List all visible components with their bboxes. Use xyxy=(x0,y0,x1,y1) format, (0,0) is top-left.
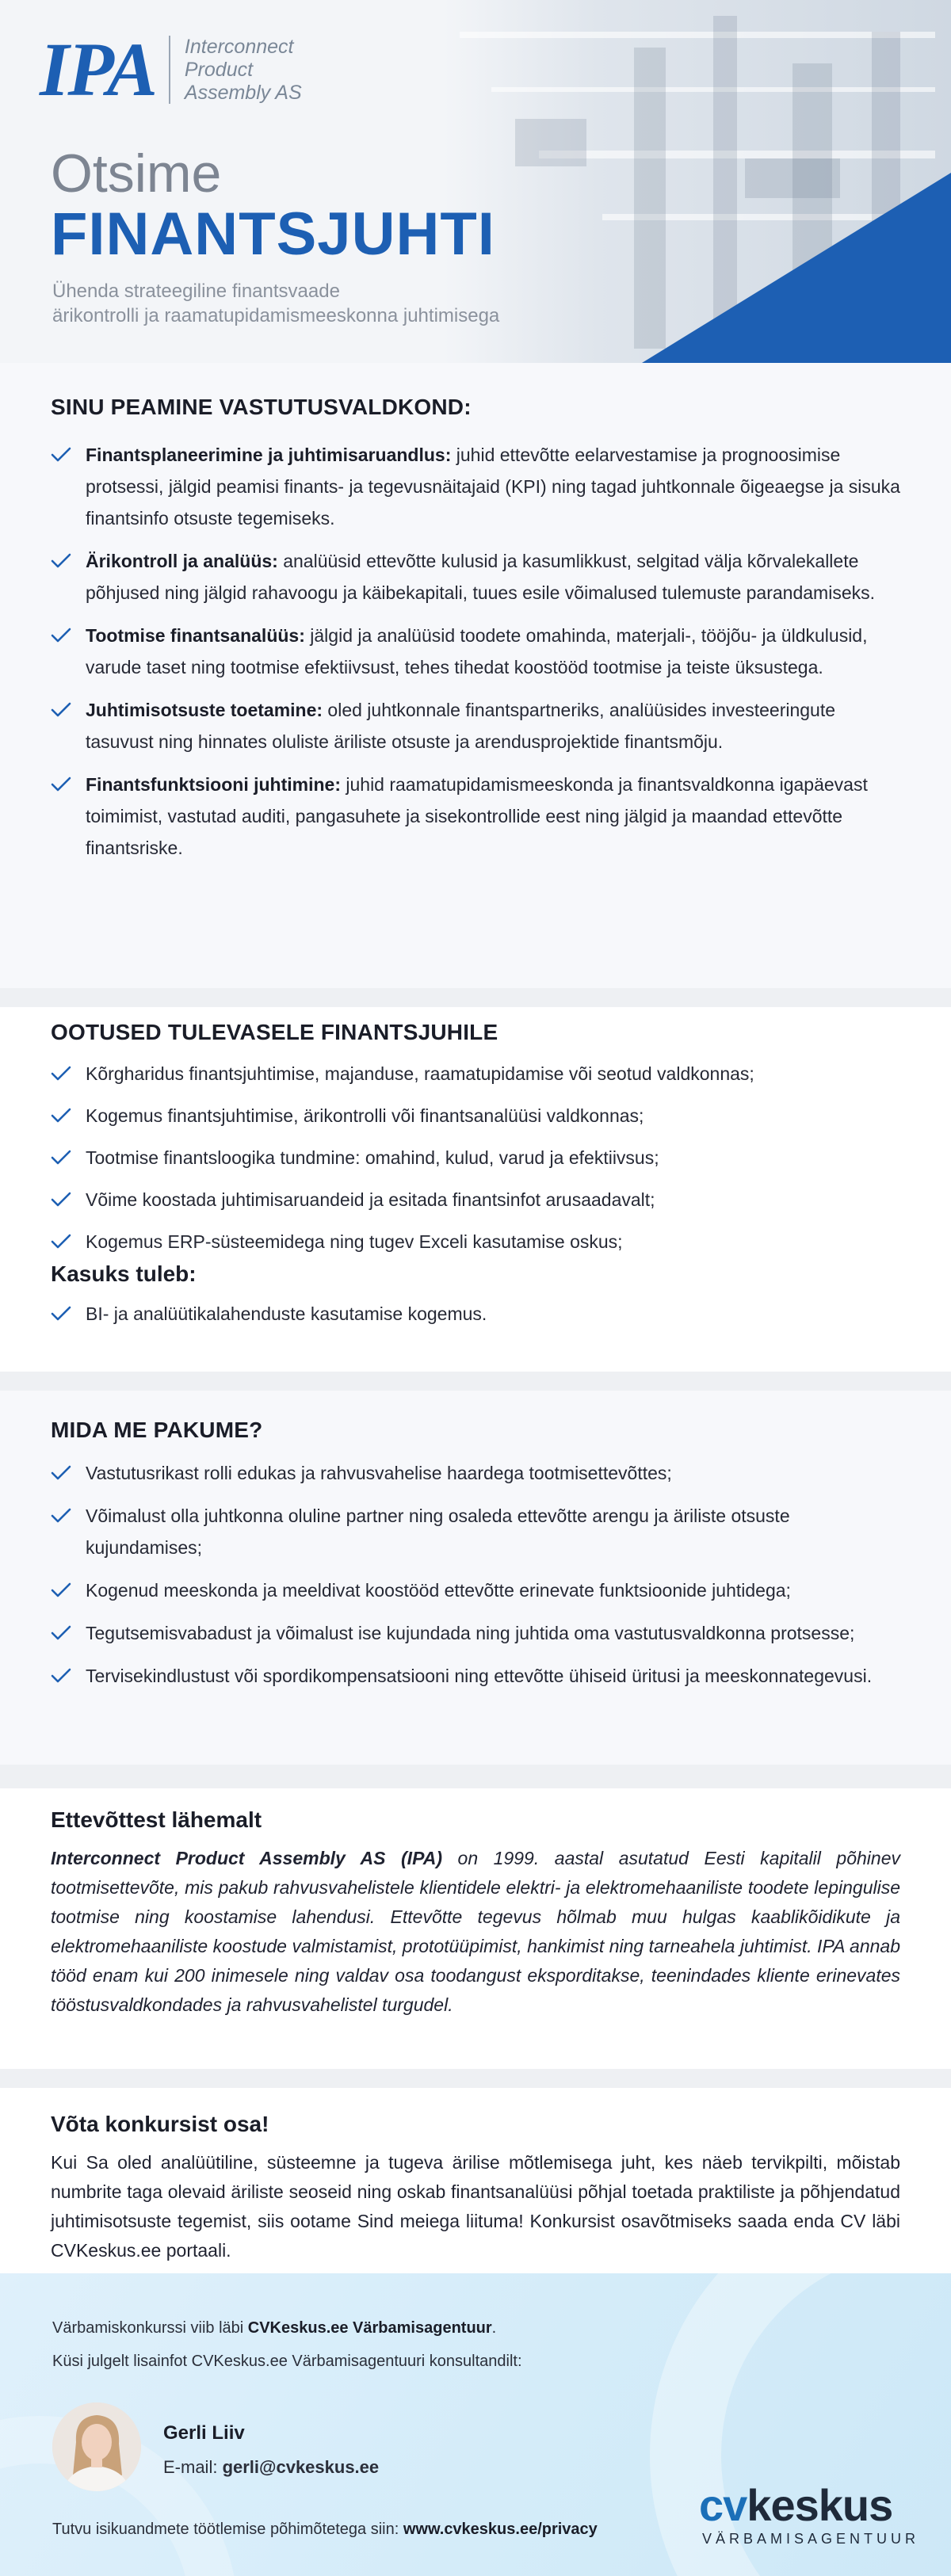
section-heading: Võta konkursist osa! xyxy=(51,2112,269,2136)
check-icon xyxy=(51,1625,73,1641)
item-lead: Ärikontroll ja analüüs: xyxy=(86,551,278,571)
section-heading: OOTUSED TULEVASELE FINANTSJUHILE xyxy=(51,1020,498,1044)
hero-title: FINANTSJUHTI xyxy=(51,200,495,268)
logo-line: Interconnect xyxy=(184,35,294,58)
brand-wordmark xyxy=(699,2480,919,2530)
item-text: oled juhtkonnale finantspartneriks, analüüsides investeeringute tasuvust ning hinnates oluliste äriliste otsuste ja arendusprojektide finantsmõju. xyxy=(86,700,836,752)
list-item xyxy=(51,769,900,864)
list-item xyxy=(51,620,900,683)
privacy-text: Tutvu isikuandmete töötlemise põhimõtetega siin: xyxy=(52,2521,403,2538)
list-item xyxy=(51,545,900,609)
list-item xyxy=(51,1617,900,1649)
logo-line: Product xyxy=(184,58,254,81)
list-item xyxy=(51,694,900,758)
section-heading: Ettevõttest lähemalt xyxy=(51,1807,262,1832)
list-item xyxy=(51,1226,900,1257)
logo-divider xyxy=(169,36,170,104)
item-text: BI- ja analüütikalahenduste kasutamise kogemus. xyxy=(86,1303,487,1324)
item-text: Kogenud meeskonda ja meeldivat koostööd ettevõtte erinevate funktsioonide juhtidega; xyxy=(86,1580,791,1601)
item-text: Tervisekindlustust või spordikompensatsiooni ning ettevõtte ühiseid üritusi ja meeskonnategevusi. xyxy=(86,1666,873,1686)
list-item xyxy=(51,1660,900,1692)
hero-accent-shape xyxy=(642,173,951,363)
logo-text xyxy=(185,36,302,105)
item-lead: Juhtimisotsuste toetamine: xyxy=(86,700,323,720)
expectations-list xyxy=(51,1058,900,1257)
list-item xyxy=(51,1574,900,1606)
check-icon xyxy=(51,1192,73,1208)
hero-banner xyxy=(0,0,951,363)
check-icon xyxy=(51,1582,73,1598)
item-text: Kogemus ERP-süsteemidega ning tugev Exceli kasutamise oskus; xyxy=(86,1231,623,1252)
company-text: on 1999. aastal asutatud Eesti kapitalil põhinev tootmisettevõte, mis pakub rahvusvahelistele klientidele elektri- ja elektromehaaniliste toodete lepingulise tootmise ning koostamise lahendusi. Ettevõtte tegevus hõlmab muu hulgas kaablikõidikute ja elektromehaaniliste koostude valmistamist, prototüüpimist, hankimist ning tarneahela juhtimist. IPA annab tööd enam kui 200 inimesele ning valdav osa toodangust eksporditakse, teenindades kliente erinevates tööstusvaldkondades ja rahvusvahelistel turgudel. xyxy=(51,1848,900,2015)
list-item xyxy=(51,1500,900,1563)
list-item xyxy=(51,439,900,534)
list-item xyxy=(51,1184,900,1215)
recruiter-agency: CVKeskus.ee Värbamisagentuur xyxy=(247,2319,492,2337)
recruiter-line-end: . xyxy=(491,2319,497,2337)
item-lead: Finantsfunktsiooni juhtimine: xyxy=(86,774,341,795)
item-text: analüüsid ettevõtte kulusid ja kasumlikkust, selgitad välja kõrvalekallete põhjused ning jälgid rahavoogu ja käibekapitali, tuues esile võimalused tulemuste parandamiseks. xyxy=(86,551,875,603)
list-item xyxy=(51,1058,900,1090)
section-heading: MIDA ME PAKUME? xyxy=(51,1418,263,1442)
item-text: Võimalust olla juhtkonna oluline partner ning osaleda ettevõtte arengu ja äriliste otsuste kujundamises; xyxy=(86,1506,790,1558)
item-lead: Finantsplaneerimine ja juhtimisaruandlus: xyxy=(86,445,452,465)
hero-subtitle-line: Ühenda strateegiline finantsvaade xyxy=(52,280,340,302)
recruiter-line-text: Värbamiskonkurssi viib läbi xyxy=(52,2319,248,2337)
company-name: Interconnect Product Assembly AS (IPA) xyxy=(51,1848,442,1868)
bonus-list xyxy=(51,1298,900,1330)
contact-email-label: E-mail: xyxy=(163,2457,223,2477)
item-lead: Tootmise finantsanalüüs: xyxy=(86,625,305,646)
cvkeskus-logo xyxy=(699,2480,920,2547)
check-icon xyxy=(51,1668,73,1684)
check-icon xyxy=(51,777,73,792)
item-text: juhid ettevõtte eelarvestamise ja prognoosimise protsessi, jälgid peamisi finants- ja tegevusnäitajaid (KPI) ning tagad juhtkonnale õigeaegse ja sisuka finantsinfo otsuste tegemiseks. xyxy=(86,445,900,529)
company-description xyxy=(51,1844,900,2020)
company-section xyxy=(0,1788,951,2069)
item-text: juhid raamatupidamismeeskonda ja finantsvaldkonna igapäevast toimimist, vastutad auditi, pangasuhete ja sisekontrollide eest ning jälgid ja maandad ettevõtte finantsriske. xyxy=(86,774,868,858)
section-heading: SINU PEAMINE VASTUTUSVALDKOND: xyxy=(51,395,472,419)
logo-line: Assembly AS xyxy=(184,81,302,104)
list-item xyxy=(51,1457,900,1489)
item-text: Kõrgharidus finantsjuhtimise, majanduse, raamatupidamise või seotud valdkonnas; xyxy=(86,1063,754,1084)
privacy-link[interactable]: www.cvkeskus.ee/privacy xyxy=(403,2521,598,2538)
expectations-section xyxy=(0,1007,951,1372)
check-icon xyxy=(51,1306,73,1322)
apply-section xyxy=(0,2088,951,2302)
offer-list xyxy=(51,1457,900,1692)
recruiter-line xyxy=(52,2319,496,2337)
apply-text: Kui Sa oled analüütiline, süsteemne ja tugeva ärilise mõtlemisega juht, kes näeb tervikpilti, mõistab numbrite taga olevaid äriliste seoseid ning oskab finantsanalüüsi põhjal toetada praktiliste ja põhjendatud juhtimisotsuste tegemist, siis ootame Sind meiega liituma! Konkursist osavõtmiseks saada enda CV läbi CVKeskus.ee portaali. xyxy=(51,2152,900,2261)
contact-name: Gerli Liiv xyxy=(163,2422,245,2444)
item-text: Tegutsemisvabadust ja võimalust ise kujundada ning juhtida oma vastutusvaldkonna protsesse; xyxy=(86,1623,855,1643)
avatar-illustration xyxy=(52,2402,141,2491)
brand-rest: keskus xyxy=(747,2480,893,2530)
check-icon xyxy=(51,628,73,643)
item-text: Vastutusrikast rolli edukas ja rahvusvahelise haardega tootmisettevõttes; xyxy=(86,1463,672,1483)
check-icon xyxy=(51,1465,73,1481)
bonus-heading: Kasuks tuleb: xyxy=(51,1261,197,1286)
avatar xyxy=(52,2402,141,2491)
hero-kicker: Otsime xyxy=(51,143,222,204)
offer-section xyxy=(0,1391,951,1765)
contact-email-link[interactable]: gerli@cvkeskus.ee xyxy=(222,2457,380,2477)
item-text: jälgid ja analüüsid toodete omahinda, materjali-, tööjõu- ja üldkulusid, varude taset ning tootmise efektiivsust, tehes tihedat koostööd tootmise ja teiste üksustega. xyxy=(86,625,868,677)
check-icon xyxy=(51,1150,73,1166)
privacy-line xyxy=(52,2521,598,2539)
check-icon xyxy=(51,1234,73,1250)
list-item xyxy=(51,1100,900,1132)
brand-cv: cv xyxy=(699,2480,747,2530)
list-item xyxy=(51,1298,900,1330)
recruiter-footer xyxy=(0,2273,951,2576)
check-icon xyxy=(51,447,73,463)
item-text: Tootmise finantsloogika tundmine: omahind, kulud, varud ja efektiivsus; xyxy=(86,1147,659,1168)
check-icon xyxy=(51,1508,73,1524)
logo-mark: IPA xyxy=(40,27,156,112)
list-item xyxy=(51,1142,900,1174)
check-icon xyxy=(51,1066,73,1082)
brand-tagline: VÄRBAMISAGENTUUR xyxy=(702,2531,920,2547)
check-icon xyxy=(51,553,73,569)
contact-email xyxy=(163,2457,379,2478)
contact-intro: Küsi julgelt lisainfot CVKeskus.ee Värbamisagentuuri konsultandilt: xyxy=(52,2353,522,2370)
responsibilities-list xyxy=(51,439,900,864)
item-text: Võime koostada juhtimisaruandeid ja esitada finantsinfot arusaadavalt; xyxy=(86,1189,655,1210)
check-icon xyxy=(51,1108,73,1124)
company-logo xyxy=(40,27,302,112)
item-text: Kogemus finantsjuhtimise, ärikontrolli või finantsanalüüsi valdkonnas; xyxy=(86,1105,644,1126)
hero-subtitle xyxy=(52,279,591,328)
responsibilities-section xyxy=(0,363,951,988)
hero-subtitle-line: ärikontrolli ja raamatupidamismeeskonna juhtimisega xyxy=(52,305,500,326)
check-icon xyxy=(51,702,73,718)
